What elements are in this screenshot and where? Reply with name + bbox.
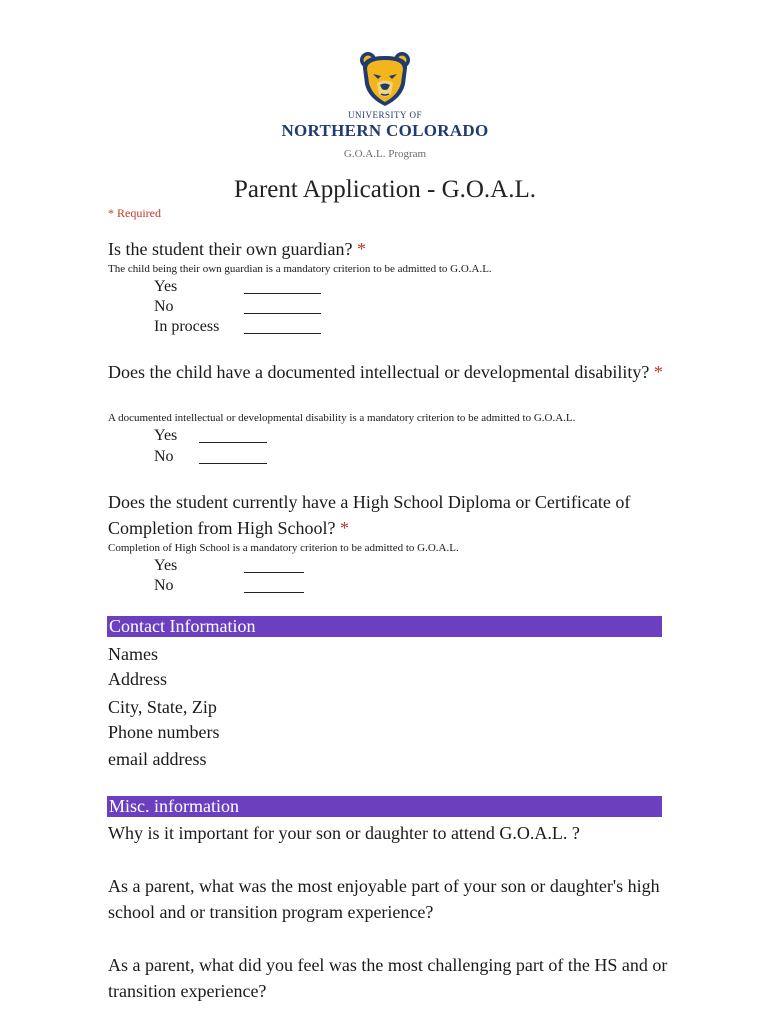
question-text: Does the student currently have a High School Diploma or Certificate of Completion from High School? [108,492,631,538]
option-label: No [154,448,174,465]
section-heading: Contact Information [109,616,256,636]
required-star: * [339,518,349,538]
bear-logo-icon [358,50,412,108]
contact-field-names[interactable]: Names [108,644,158,664]
question-text: Is the student their own guardian? [108,239,353,259]
option-label: Yes [154,557,178,574]
answer-blank[interactable] [199,463,267,464]
option-label: No [154,298,174,315]
option-label: No [154,577,174,594]
question-text: Does the child have a documented intellectual or developmental disability? [108,362,650,382]
required-star: * [653,362,663,382]
contact-field-email[interactable]: email address [108,749,207,769]
contact-section-header [107,616,662,637]
answer-blank[interactable] [244,313,321,314]
option-label: In process [154,318,220,335]
page-title: Parent Application - G.O.A.L. [233,176,537,203]
misc-question-importance: Why is it important for your son or daughter to attend G.O.A.L. ? [108,823,580,843]
question-disability [108,359,668,385]
program-name: G.O.A.L. Program [343,148,427,160]
required-note: * Required [108,206,161,220]
question-diploma [108,489,668,541]
question-hint: A documented intellectual or developmental disability is a mandatory criterion to be admitted to G.O.A.L. [108,412,576,424]
question-hint: Completion of High School is a mandatory criterion to be admitted to G.O.A.L. [108,542,459,554]
answer-blank[interactable] [244,333,321,334]
section-heading: Misc. information [109,796,239,816]
answer-blank[interactable] [244,572,304,573]
university-name: NORTHERN COLORADO [281,121,489,140]
misc-section-header [107,796,662,817]
logo-wrapper [0,50,770,113]
contact-field-phone[interactable]: Phone numbers [108,722,220,742]
contact-field-city-state-zip[interactable]: City, State, Zip [108,697,217,717]
answer-blank[interactable] [244,293,321,294]
option-label: Yes [154,278,178,295]
contact-field-address[interactable]: Address [108,669,167,689]
misc-question-enjoyable: As a parent, what was the most enjoyable part of your son or daughter's high school and or transition program experience? [108,876,660,922]
option-label: Yes [154,427,178,444]
university-small-label: UNIVERSITY OF [348,110,422,120]
required-star: * [356,239,366,259]
question-hint: The child being their own guardian is a mandatory criterion to be admitted to G.O.A.L. [108,263,492,275]
question-guardian [108,236,668,262]
misc-question-challenging: As a parent, what did you feel was the most challenging part of the HS and or transition experience? [108,955,668,1001]
answer-blank[interactable] [199,442,267,443]
answer-blank[interactable] [244,592,304,593]
